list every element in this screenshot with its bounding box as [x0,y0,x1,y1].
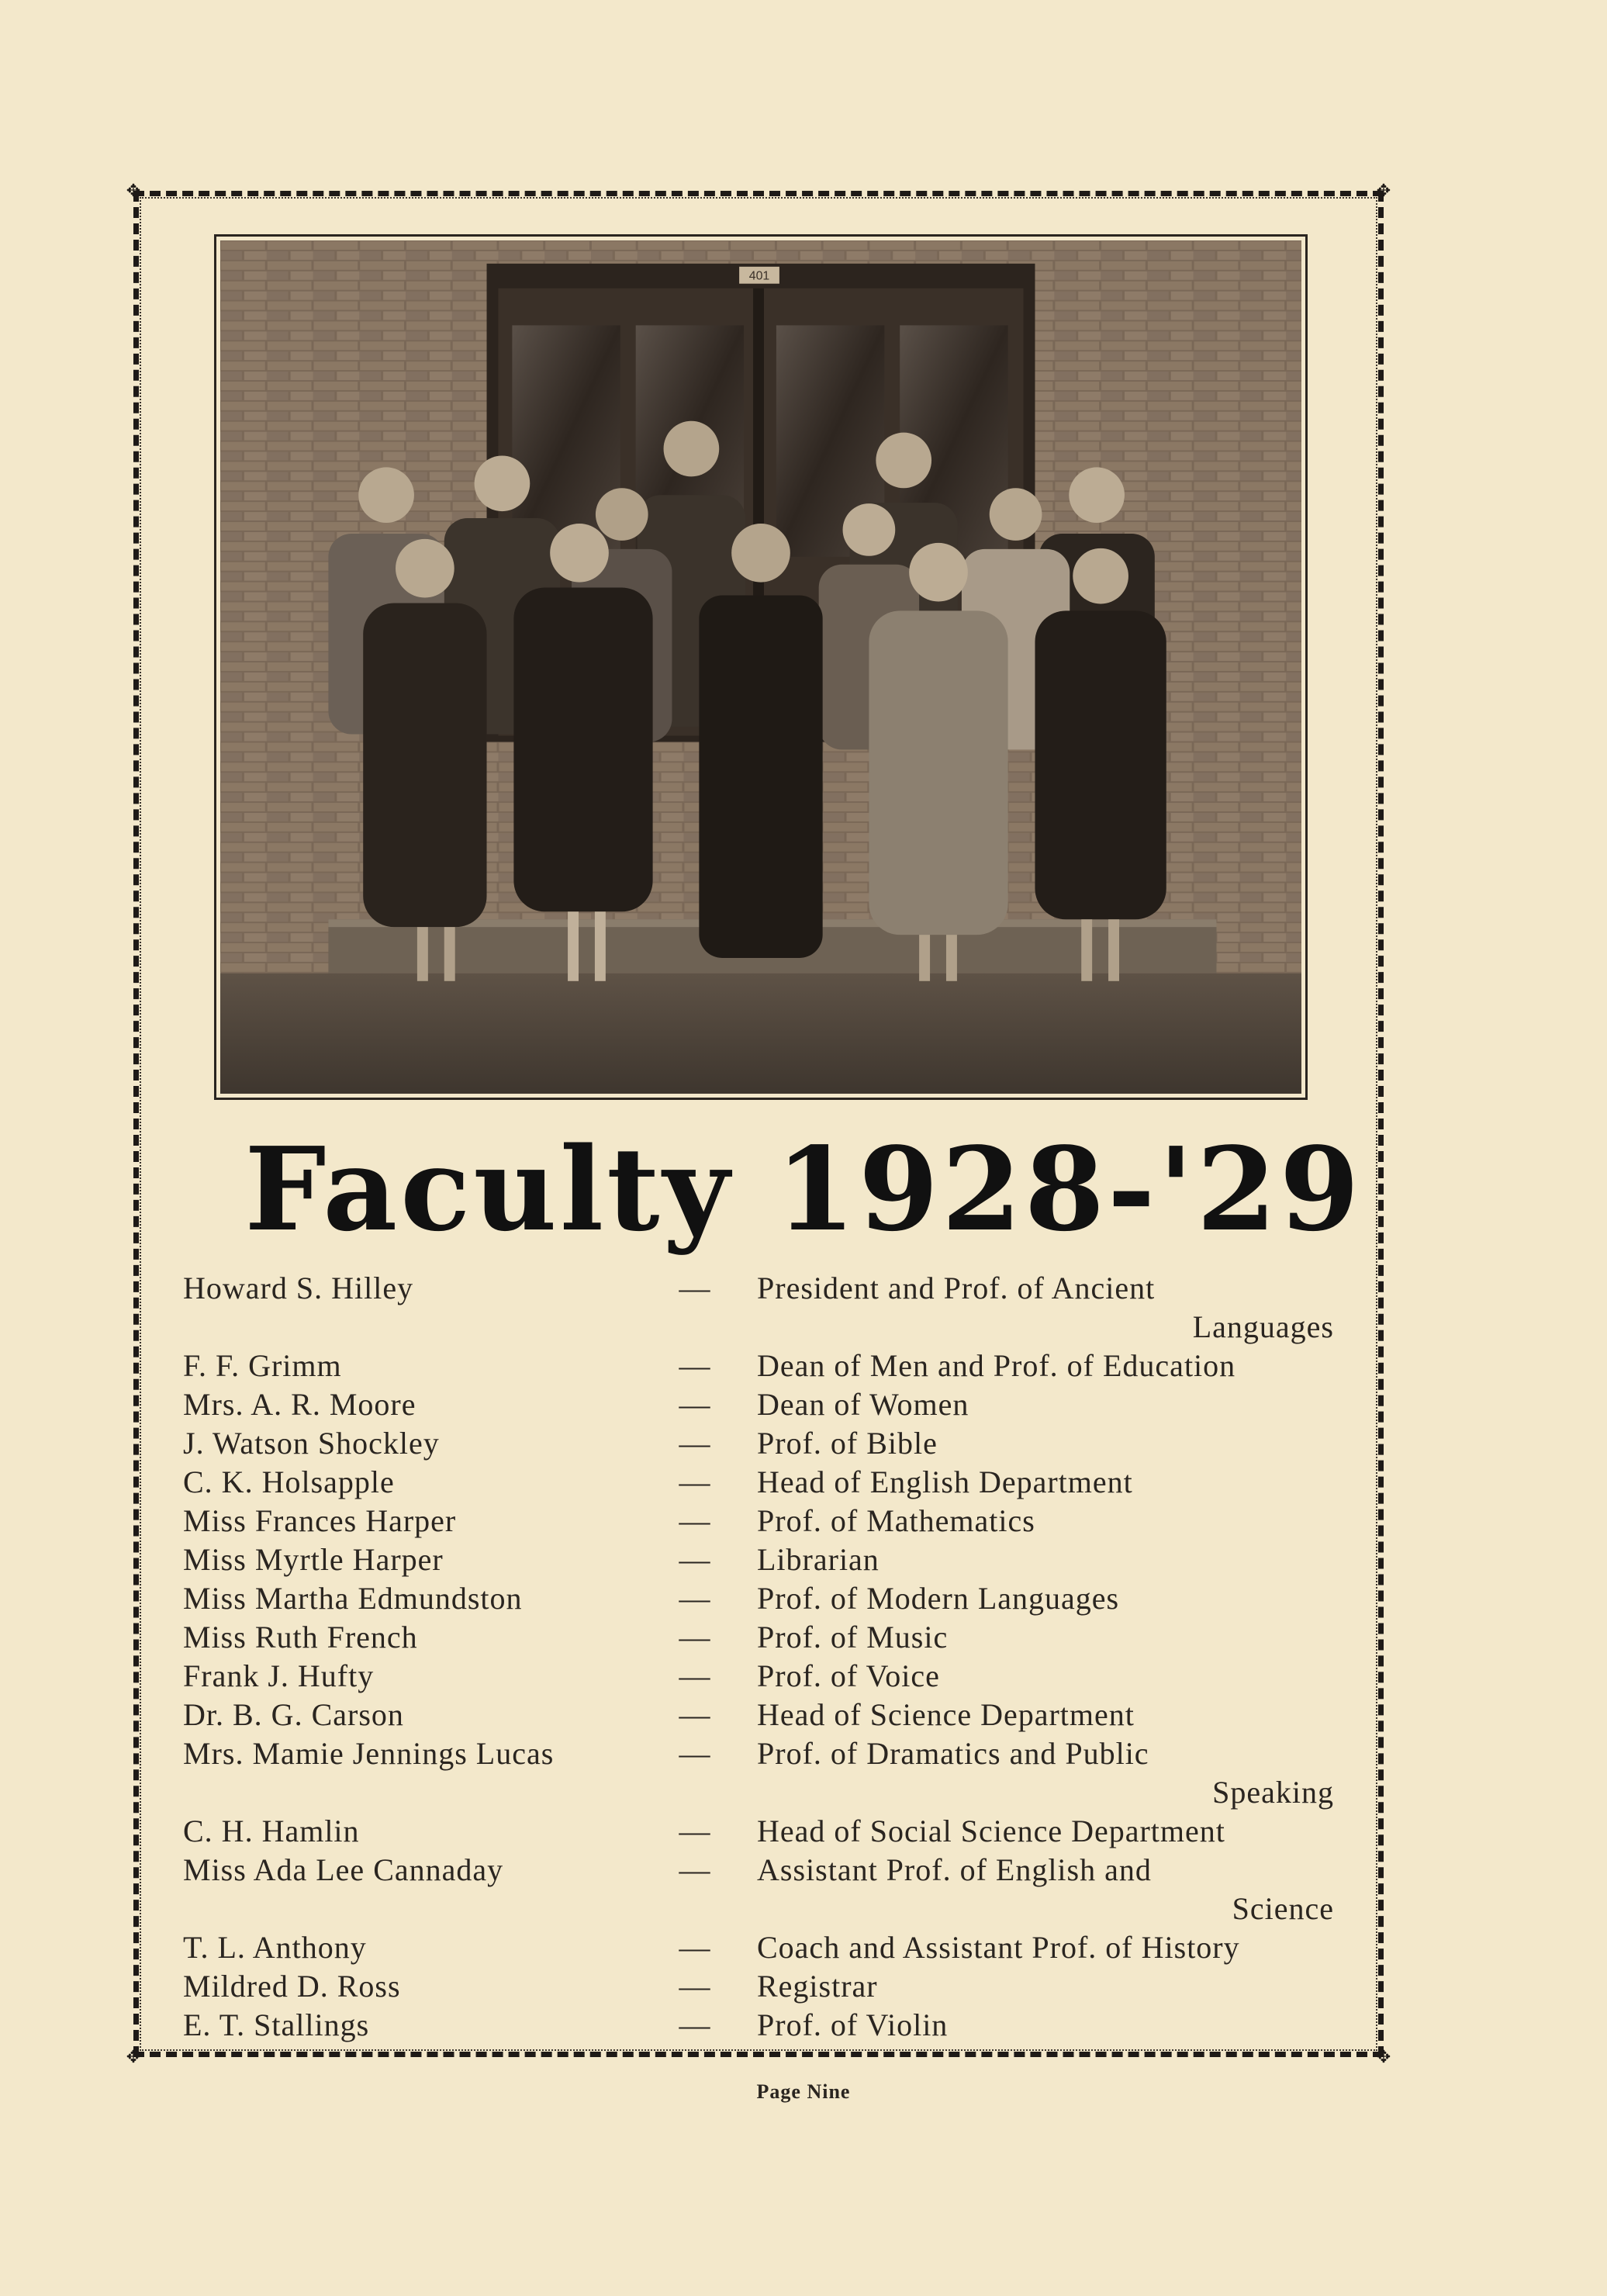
faculty-row [183,2006,1334,2045]
faculty-name: Mrs. Mamie Jennings Lucas [183,1736,555,1771]
faculty-role [757,1928,1334,1967]
faculty-dash: — [679,1930,711,1965]
faculty-dash: — [679,1348,711,1383]
faculty-dash: — [679,1581,711,1616]
corner-ornament-icon: ✥ [1376,2047,1391,2066]
faculty-row [183,1540,1334,1579]
faculty-dash: — [679,1697,711,1732]
faculty-dash: — [679,1658,711,1693]
faculty-row [183,1424,1334,1463]
faculty-role [757,1812,1334,1851]
faculty-role-line: Prof. of Music [757,1620,949,1655]
faculty-role [757,1463,1334,1502]
faculty-name: Mrs. A. R. Moore [183,1387,416,1422]
faculty-name: Dr. B. G. Carson [183,1697,404,1732]
corner-ornament-icon: ✥ [126,181,141,200]
faculty-dash: — [679,1503,711,1538]
faculty-name: Miss Ruth French [183,1620,418,1655]
faculty-photo [214,234,1308,1100]
faculty-role [757,1618,1334,1657]
faculty-role [757,1657,1334,1696]
page-number: Page Nine [756,2080,851,2103]
faculty-name: Mildred D. Ross [183,1969,401,2004]
page-title: Faculty 1928-'29 [244,1122,1363,1257]
faculty-role-line-continued: Languages [1192,1309,1334,1344]
faculty-name: Miss Frances Harper [183,1503,457,1538]
faculty-name: C. H. Hamlin [183,1814,360,1848]
faculty-role [757,1540,1334,1579]
faculty-role-line: Head of English Department [757,1464,1133,1499]
faculty-role-line: Prof. of Violin [757,2007,949,2042]
faculty-role [757,1851,1334,1928]
faculty-role-line: Coach and Assistant Prof. of History [757,1930,1240,1965]
faculty-role [757,1424,1334,1463]
faculty-name: Miss Martha Edmundston [183,1581,523,1616]
faculty-row [183,1851,1334,1928]
faculty-role [757,1696,1334,1734]
faculty-dash: — [679,1620,711,1655]
faculty-role-line: Prof. of Voice [757,1658,940,1693]
corner-ornament-icon: ✥ [126,2047,141,2066]
faculty-name: E. T. Stallings [183,2007,370,2042]
faculty-role [757,1967,1334,2006]
faculty-role [757,1347,1334,1385]
faculty-role-line: Librarian [757,1542,880,1577]
faculty-role-line: Dean of Women [757,1387,969,1422]
faculty-row [183,1579,1334,1618]
faculty-role-line: Assistant Prof. of English and [757,1852,1152,1887]
faculty-row [183,1657,1334,1696]
faculty-name: J. Watson Shockley [183,1426,440,1461]
faculty-row [183,1928,1334,1967]
faculty-role-line: Prof. of Mathematics [757,1503,1035,1538]
faculty-dash: — [679,2007,711,2042]
faculty-row [183,1812,1334,1851]
faculty-role [757,1385,1334,1424]
faculty-dash: — [679,1852,711,1887]
faculty-row [183,1269,1334,1347]
faculty-name: Miss Ada Lee Cannaday [183,1852,504,1887]
corner-ornament-icon: ✥ [1376,181,1391,200]
faculty-role-line: Head of Science Department [757,1697,1135,1732]
faculty-row [183,1696,1334,1734]
faculty-row [183,1967,1334,2006]
faculty-photo-image [220,240,1301,1094]
faculty-name: Howard S. Hilley [183,1271,414,1305]
faculty-role [757,1579,1334,1618]
faculty-name: T. L. Anthony [183,1930,367,1965]
faculty-role-line: Prof. of Dramatics and Public [757,1736,1149,1771]
faculty-role-line: Dean of Men and Prof. of Education [757,1348,1236,1383]
faculty-name: C. K. Holsapple [183,1464,395,1499]
faculty-row [183,1463,1334,1502]
faculty-dash: — [679,1542,711,1577]
faculty-role [757,1502,1334,1540]
faculty-name: F. F. Grimm [183,1348,342,1383]
faculty-role-line: President and Prof. of Ancient [757,1271,1156,1305]
faculty-row [183,1734,1334,1812]
faculty-name: Frank J. Hufty [183,1658,375,1693]
faculty-role [757,2006,1334,2045]
faculty-dash: — [679,1464,711,1499]
faculty-name: Miss Myrtle Harper [183,1542,444,1577]
faculty-dash: — [679,1271,711,1305]
faculty-role [757,1269,1334,1347]
faculty-row [183,1502,1334,1540]
faculty-list [183,1269,1334,2045]
faculty-dash: — [679,1736,711,1771]
faculty-dash: — [679,1426,711,1461]
faculty-role-line-continued: Speaking [1212,1775,1334,1810]
faculty-role-line: Registrar [757,1969,878,2004]
faculty-role [757,1734,1334,1812]
faculty-row [183,1618,1334,1657]
faculty-row [183,1347,1334,1385]
faculty-role-line: Head of Social Science Department [757,1814,1225,1848]
door-number: 401 [748,269,770,283]
faculty-role-line: Prof. of Bible [757,1426,938,1461]
faculty-role-line: Prof. of Modern Languages [757,1581,1120,1616]
faculty-dash: — [679,1969,711,2004]
faculty-dash: — [679,1387,711,1422]
faculty-role-line-continued: Science [1232,1891,1334,1926]
faculty-row [183,1385,1334,1424]
faculty-dash: — [679,1814,711,1848]
